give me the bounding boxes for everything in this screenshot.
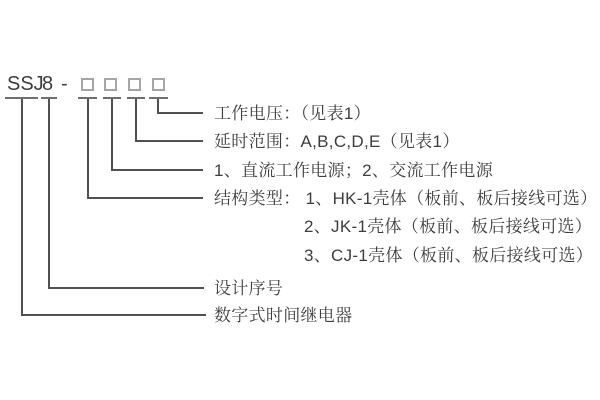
label-structure-type: 结构类型： 1、HK-1壳体（板前、板后接线可选） xyxy=(214,189,598,208)
connector-vertical-design-serial xyxy=(48,99,50,289)
connector-vertical-delay-range xyxy=(135,99,137,142)
code-placeholder-box-1 xyxy=(81,78,94,91)
code-placeholder-box-2 xyxy=(104,78,117,91)
connector-horizontal-structure-type xyxy=(87,197,203,199)
label-design-serial: 设计序号 xyxy=(214,279,284,298)
connector-vertical-power-supply xyxy=(111,99,113,171)
label-product-name: 数字式时间继电器 xyxy=(214,306,353,325)
connector-vertical-structure-type xyxy=(87,99,89,199)
label-delay-range: 延时范围：A,B,C,D,E（见表1） xyxy=(214,132,460,151)
connector-horizontal-design-serial xyxy=(48,287,204,289)
model-series-digit: 8 xyxy=(42,73,54,95)
connector-vertical-product-name xyxy=(21,99,23,316)
model-dash: - xyxy=(61,73,68,95)
label-working-voltage: 工作电压：（见表1） xyxy=(214,104,371,123)
code-placeholder-box-4 xyxy=(152,78,165,91)
connector-horizontal-power-supply xyxy=(111,169,203,171)
connector-horizontal-product-name xyxy=(21,314,206,316)
code-placeholder-box-3 xyxy=(128,78,141,91)
model-prefix: SSJ xyxy=(7,73,44,95)
label-structure-type-option2: 2、JK-1壳体（板前、板后接线可选） xyxy=(304,217,593,236)
connector-horizontal-delay-range xyxy=(135,140,203,142)
connector-horizontal-working-voltage xyxy=(157,112,203,114)
label-structure-type-option3: 3、CJ-1壳体（板前、板后接线可选） xyxy=(304,246,594,265)
label-power-supply: 1、直流工作电源；2、交流工作电源 xyxy=(214,161,494,180)
